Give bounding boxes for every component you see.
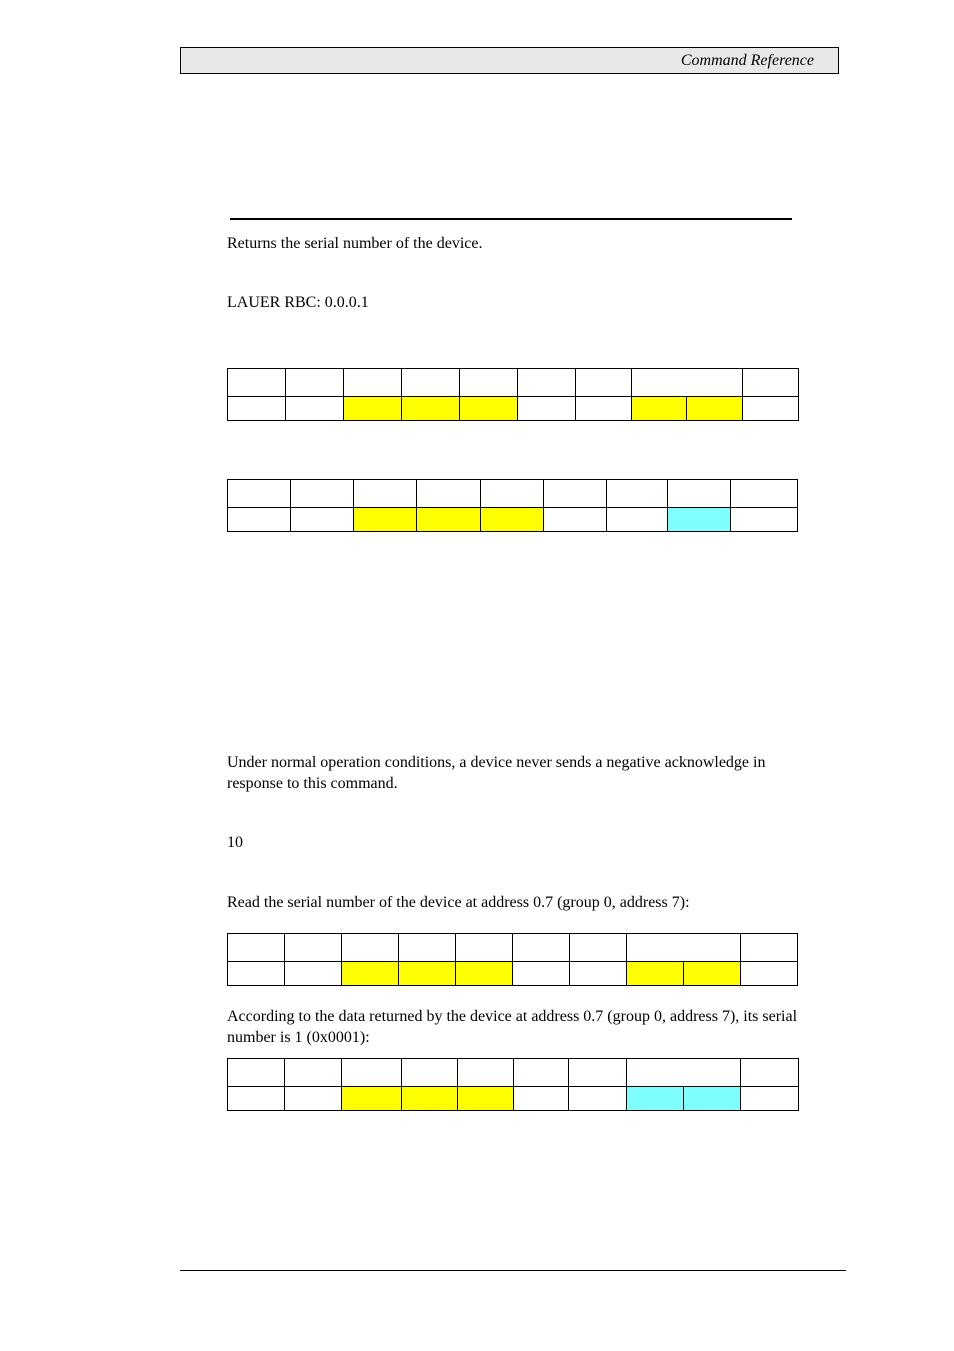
command-frame-table [227,368,799,421]
table-cell [481,480,544,508]
table-row [228,1087,799,1111]
table-row [228,934,798,962]
table-cell [402,369,460,397]
table-cell [741,1087,799,1111]
table-cell [741,934,798,962]
table-cell [518,369,576,397]
table-cell [228,508,291,532]
table-cell-highlight [342,962,399,986]
table-cell [741,1059,799,1087]
table-cell [342,1059,402,1087]
table-cell-highlight [460,397,518,421]
table-cell [743,397,799,421]
table-cell [731,480,798,508]
table-cell [228,397,286,421]
table-cell [458,1059,514,1087]
table-cell [286,369,344,397]
table-cell-highlight [417,508,481,532]
table-cell-highlight [456,962,513,986]
table-cell-highlight [344,397,402,421]
table-cell [402,1059,458,1087]
table-cell-highlight [399,962,456,986]
table-cell [285,962,342,986]
table-cell-highlight [402,397,460,421]
table-cell [743,369,799,397]
table-cell [228,480,291,508]
table-cell [286,397,344,421]
table-row [228,369,799,397]
command-description: Returns the serial number of the device. [227,235,483,252]
table-cell-highlight [627,1087,684,1111]
table-cell [668,480,731,508]
rbc-label: LAUER RBC: 0.0.0.1 [227,294,369,311]
table-cell-highlight [684,1087,741,1111]
table-cell [607,508,668,532]
table-cell [228,1087,285,1111]
table-cell [513,934,570,962]
table-cell [285,1059,342,1087]
table-cell [228,934,285,962]
table-cell-highlight [458,1087,514,1111]
table-cell [417,480,481,508]
table-cell [514,1087,569,1111]
table-cell [228,1059,285,1087]
table-cell [344,369,402,397]
table-cell-highlight [481,508,544,532]
table-cell [399,934,456,962]
table-cell [514,1059,569,1087]
table-cell-highlight [668,508,731,532]
table-cell [513,962,570,986]
value-label: 10 [227,834,243,851]
table-cell [632,369,743,397]
table-cell [544,480,607,508]
table-cell [731,508,798,532]
table-cell [291,480,354,508]
table-cell-highlight [402,1087,458,1111]
page-header [180,47,839,74]
table-cell [569,1087,627,1111]
table-cell [627,934,741,962]
table-cell-highlight [627,962,684,986]
nak-note: Under normal operation conditions, a device never sends a negative acknowledge in response to this command. [227,754,766,792]
table-cell [741,962,798,986]
table-cell [354,480,417,508]
footer-divider [180,1270,846,1271]
table-cell [285,934,342,962]
table-cell [228,962,285,986]
response-frame-table [227,479,798,532]
table-row [228,1059,799,1087]
table-cell [576,369,632,397]
table-cell [460,369,518,397]
table-row [228,480,798,508]
table-row [228,397,799,421]
table-row [228,962,798,986]
table-cell [607,480,668,508]
example-intro: Read the serial number of the device at address 0.7 (group 0, address 7): [227,894,690,911]
header-title: Command Reference [680,52,814,69]
table-cell [544,508,607,532]
table-cell [569,1059,627,1087]
table-cell-highlight [354,508,417,532]
table-cell-highlight [632,397,687,421]
table-cell [570,934,627,962]
table-cell [228,369,286,397]
table-cell [627,1059,741,1087]
example-response-table [227,1058,799,1111]
table-cell [456,934,513,962]
section-divider [230,218,792,220]
table-cell-highlight [342,1087,402,1111]
table-cell [342,934,399,962]
table-cell [570,962,627,986]
table-cell [576,397,632,421]
example-command-table [227,933,798,986]
table-row [228,508,798,532]
table-cell [285,1087,342,1111]
table-cell [518,397,576,421]
table-cell [291,508,354,532]
table-cell-highlight [684,962,741,986]
table-cell-highlight [687,397,743,421]
example-result: According to the data returned by the device at address 0.7 (group 0, address 7), its serial number is 1 (0x0001): [227,1008,798,1046]
